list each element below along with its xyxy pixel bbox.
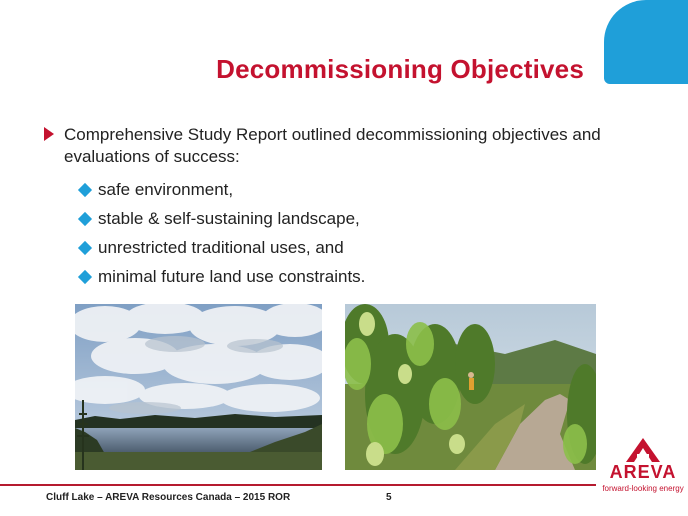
footer-text: Cluff Lake – AREVA Resources Canada – 2015 ROR bbox=[46, 492, 291, 503]
sub-bullet-2 bbox=[76, 209, 576, 233]
lake-photo bbox=[75, 304, 322, 470]
sub-bullet-1 bbox=[76, 180, 576, 204]
diamond-bullet-icon bbox=[78, 270, 92, 284]
corner-accent-shape bbox=[604, 0, 688, 84]
sub-bullet-text: minimal future land use constraints. bbox=[98, 267, 366, 286]
diamond-bullet-icon bbox=[78, 212, 92, 226]
sub-bullet-text: stable & self-sustaining landscape, bbox=[98, 209, 360, 228]
logo-wordmark: AREVA bbox=[609, 462, 677, 482]
sub-bullet-text: unrestricted traditional uses, and bbox=[98, 238, 344, 257]
footer-rule bbox=[0, 484, 596, 486]
main-bullet-text: Comprehensive Study Report outlined decommissioning objectives and evaluations of success: bbox=[64, 125, 601, 166]
triangle-bullet-icon bbox=[44, 127, 54, 141]
sub-bullet-text: safe environment, bbox=[98, 180, 234, 199]
trail-photo bbox=[345, 304, 596, 470]
page-number: 5 bbox=[386, 492, 392, 503]
sub-bullet-3 bbox=[76, 238, 576, 262]
slide-title: Decommissioning Objectives bbox=[216, 54, 584, 84]
diamond-bullet-icon bbox=[78, 183, 92, 197]
logo-tagline: forward-looking energy bbox=[602, 484, 684, 493]
diamond-bullet-icon bbox=[78, 241, 92, 255]
areva-logo bbox=[600, 436, 684, 500]
sub-bullet-4 bbox=[76, 267, 576, 291]
